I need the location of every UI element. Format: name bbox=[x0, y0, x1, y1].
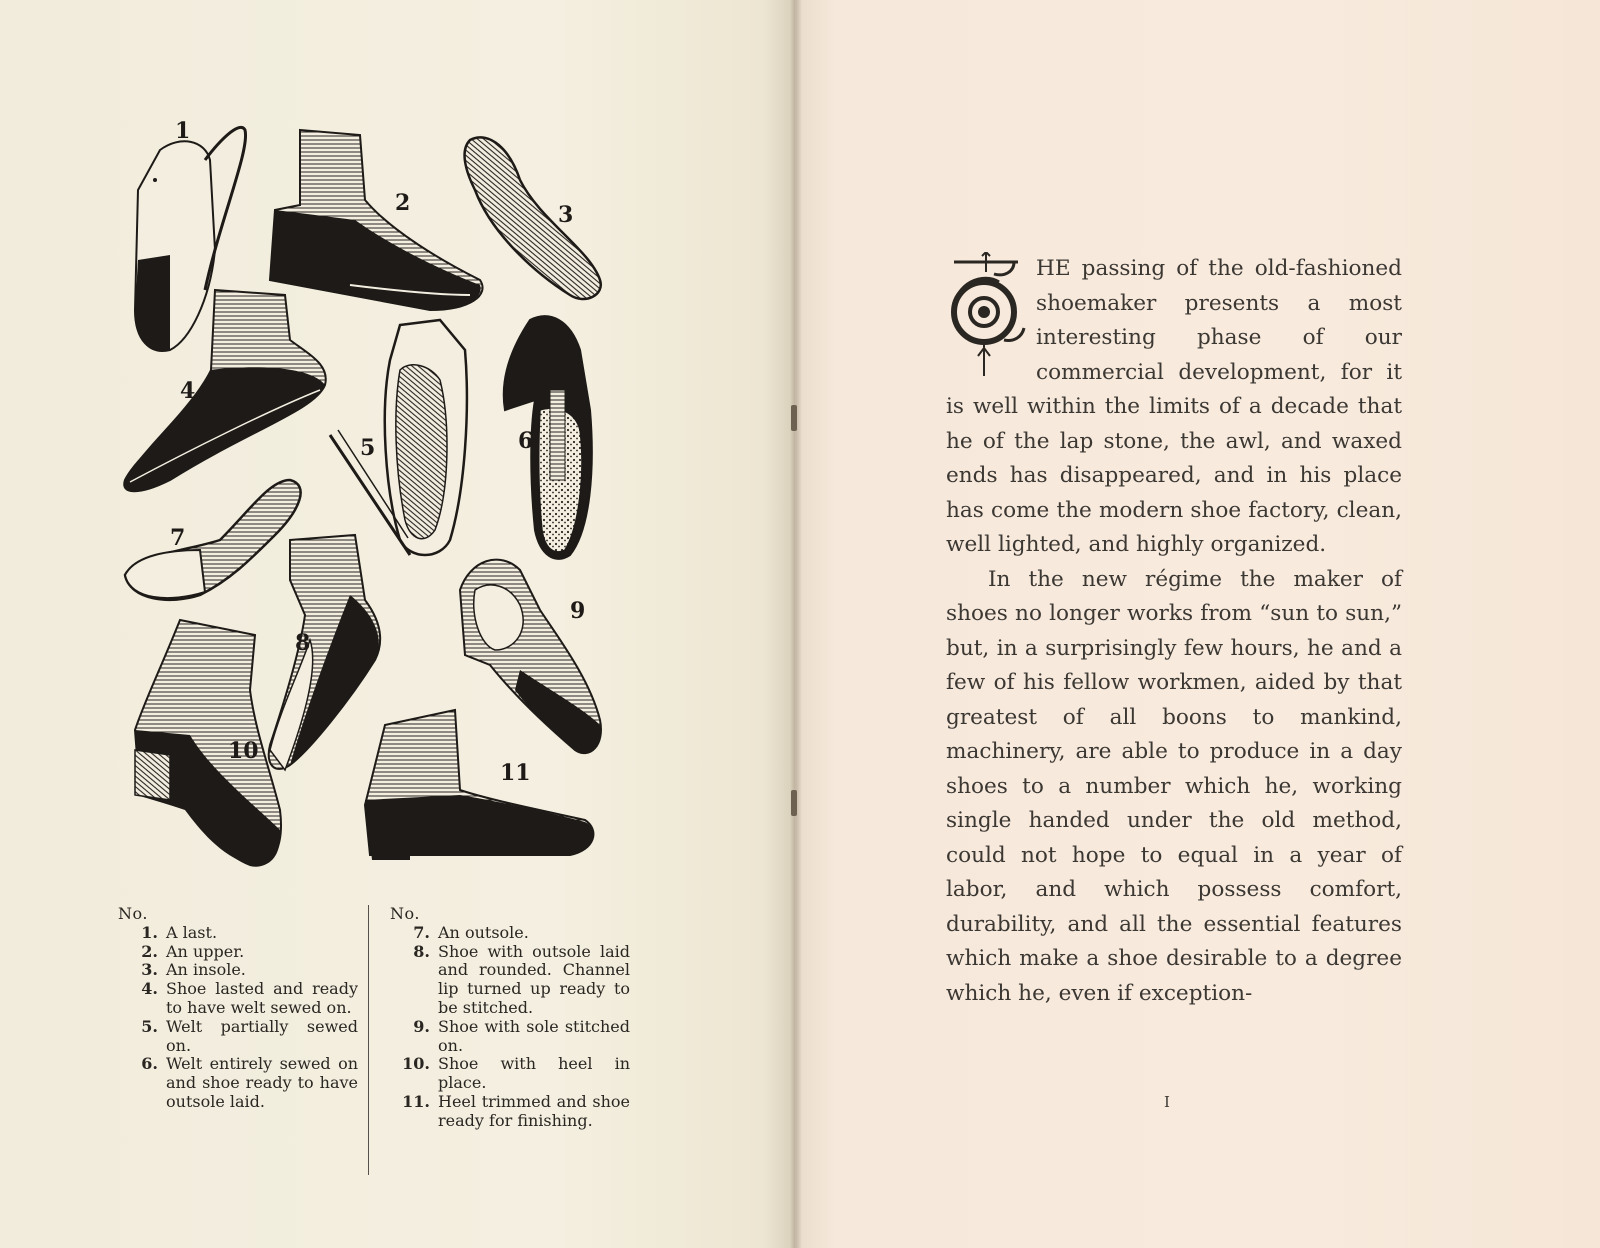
legend-item bbox=[118, 1018, 358, 1056]
legend-left-column bbox=[118, 905, 358, 1112]
drop-cap-t-ornament bbox=[944, 252, 1028, 378]
legend-item bbox=[390, 1055, 630, 1093]
legend-number: 4. bbox=[141, 979, 158, 999]
legend-text: Shoe with sole stitched on. bbox=[438, 1016, 630, 1055]
legend-text: Welt partially sewed on. bbox=[166, 1016, 358, 1055]
legend-text: An outsole. bbox=[438, 922, 529, 942]
legend-text: Shoe lasted and ready to have welt sewed on. bbox=[166, 979, 358, 1017]
shoe-number-label: 4 bbox=[180, 378, 196, 404]
legend-number: 1. bbox=[141, 922, 158, 942]
legend-text: An insole. bbox=[166, 960, 246, 980]
shoe-6-welt-entire bbox=[504, 316, 592, 559]
shoe-number-label: 11 bbox=[500, 760, 531, 786]
shoe-number-label: 3 bbox=[558, 202, 574, 228]
legend-number: 2. bbox=[141, 941, 158, 961]
shoe-number-label: 7 bbox=[170, 525, 186, 551]
book-spine bbox=[790, 0, 802, 1248]
shoe-9-sole-stitched bbox=[460, 560, 601, 754]
legend-number: 11. bbox=[402, 1091, 430, 1111]
legend-number: 9. bbox=[413, 1016, 430, 1036]
legend-number: 6. bbox=[141, 1054, 158, 1074]
legend-item bbox=[390, 943, 630, 1018]
shoe-8-outsole-laid bbox=[269, 535, 381, 770]
legend-right-column bbox=[390, 905, 630, 1131]
legend-heading: No. bbox=[390, 904, 420, 923]
shoe-3-insole bbox=[465, 137, 601, 299]
legend-item bbox=[390, 1093, 630, 1131]
shoe-7-outsole bbox=[125, 480, 301, 600]
ornamental-drop-cap bbox=[944, 252, 1028, 378]
legend-text: A last. bbox=[166, 922, 218, 942]
legend-item bbox=[118, 961, 358, 980]
legend-number: 5. bbox=[141, 1016, 158, 1036]
shoe-10-heel-in-place bbox=[135, 620, 281, 866]
legend-item bbox=[118, 980, 358, 1018]
legend-text: Shoe with heel in place. bbox=[438, 1054, 630, 1093]
legend-divider bbox=[368, 905, 369, 1175]
legend-text: Shoe with outsole laid and rounded. Channel lip turned up ready to be stitched. bbox=[438, 941, 630, 1017]
legend-item bbox=[118, 943, 358, 962]
shoe-2-upper bbox=[270, 130, 483, 310]
staple bbox=[791, 405, 797, 431]
paragraph: In the new régime the maker of shoes no longer works from “sun to sun,” but, in a surprisingly few hours, he and a few of his fellow workmen, aided by that greatest of all boons to mankind, machinery, are able to produce in a day shoes to a number which he, working single handed under the old method, could not hope to equal in a year of labor, and which possess comfort, durability, and all the essential features which make a shoe desirable to a degree which he, even if exception- bbox=[946, 566, 1402, 1006]
shoe-stages-drawing bbox=[110, 110, 630, 910]
legend-item bbox=[118, 924, 358, 943]
legend-item bbox=[390, 1018, 630, 1056]
legend-item bbox=[390, 924, 630, 943]
body-text bbox=[946, 252, 1402, 1011]
legend-text: Welt entirely sewed on and shoe ready to have outsole laid. bbox=[166, 1054, 358, 1111]
legend-heading: No. bbox=[118, 904, 148, 923]
shoe-stages-illustration bbox=[110, 110, 630, 910]
legend-number: 10. bbox=[402, 1054, 430, 1074]
legend-number: 8. bbox=[413, 941, 430, 961]
shoe-number-label: 5 bbox=[360, 435, 376, 461]
shoe-number-label: 9 bbox=[570, 598, 586, 624]
legend-text: Heel trimmed and shoe ready for finishing. bbox=[438, 1091, 630, 1130]
shoe-number-label: 10 bbox=[228, 738, 259, 764]
legend-text: An upper. bbox=[166, 941, 245, 961]
legend-number: 7. bbox=[413, 922, 430, 942]
shoe-5-welt-partial bbox=[330, 320, 467, 555]
shoe-number-label: 2 bbox=[395, 190, 411, 216]
legend-number: 3. bbox=[141, 960, 158, 980]
paragraph: HE passing of the old-fashioned shoemaker presents a most interesting phase of our commercial development, for it is well within the limits of a decade that he of the lap stone, the awl, and waxed ends has disappeared, and in his place has come the modern shoe factory, clean, well lighted, and highly organized. bbox=[946, 256, 1402, 557]
shoe-number-label: 1 bbox=[175, 118, 191, 144]
staple bbox=[791, 790, 797, 816]
shoe-number-label: 8 bbox=[295, 630, 311, 656]
shoe-number-label: 6 bbox=[518, 428, 534, 454]
legend-item bbox=[118, 1055, 358, 1111]
page-number: I bbox=[1164, 1093, 1170, 1111]
